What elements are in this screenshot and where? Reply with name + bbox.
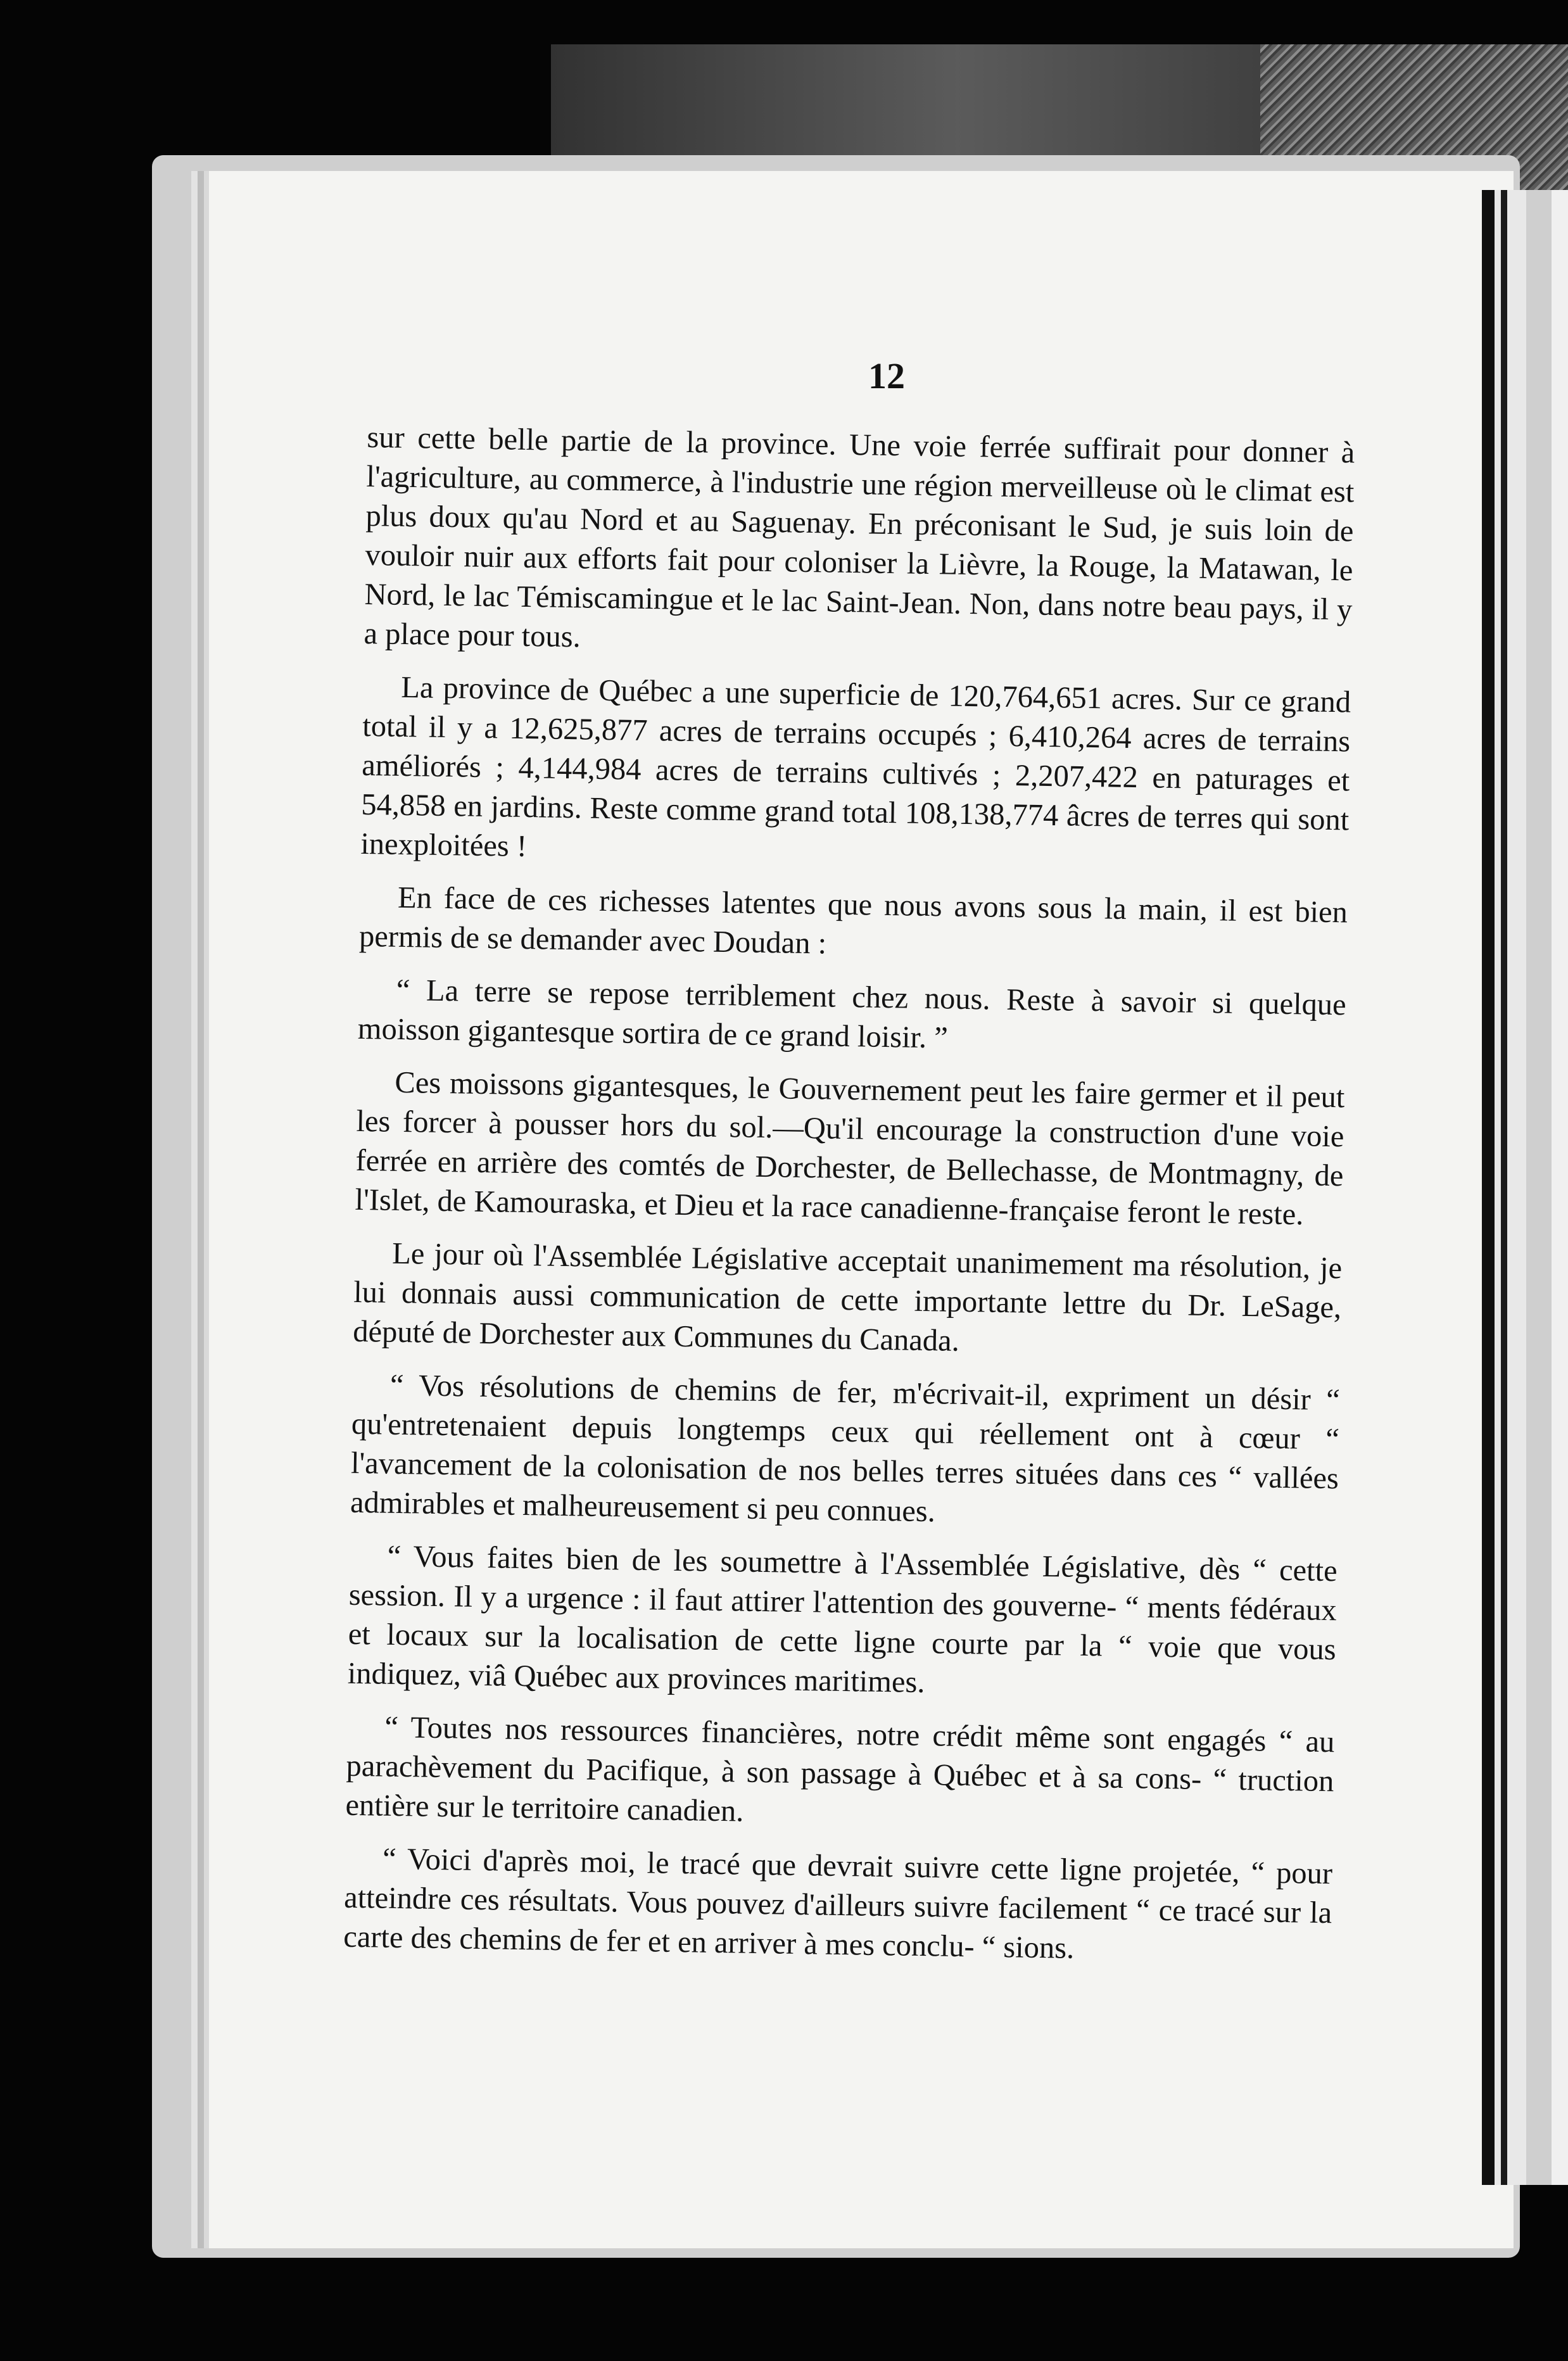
- paragraph: Le jour où l'Assemblée Législative acceptait unanimement ma résolution, je lui donnais aussi communication de cette importante lettre du Dr. LeSage, député de Dorchester aux Communes du Canada.: [352, 1236, 1343, 1358]
- facing-page-edge: [1482, 190, 1568, 2185]
- body-text: [343, 418, 1355, 2004]
- quote-paragraph: “ Toutes nos ressources financières, notre crédit même sont engagés “ au parachèvement du Pacifique, à son passage à Québec et à sa cons- “ truction entière sur le territoire canadien.: [345, 1710, 1335, 1828]
- paragraph: La province de Québec a une superficie de 120,764,651 acres. Sur ce grand total il y a 12,625,877 acres de terrains occupés ; 6,410,264 acres de terrains améliorés ; 4,144,984 acres de terrains cultivés ; 2,207,422 en paturages et 54,858 en jardins. Reste comme grand total 108,138,774 âcres de terres qui sont inexploitées !: [360, 670, 1351, 864]
- spine-line: [1501, 190, 1507, 2185]
- quote-paragraph: “ Vos résolutions de chemins de fer, m'écrivait-il, expriment un désir “ qu'entretenaient depuis longtemps ceux qui réellement ont à cœur “ l'avancement de la colonisation de nos belles terres situées dans ces “ vallées admirables et malheureusement si peu connues.: [350, 1368, 1341, 1529]
- page-number: 12: [868, 355, 905, 396]
- paragraph: sur cette belle partie de la province. Une voie ferrée suffirait pour donner à l'agriculture, au commerce, à l'industrie une région merveilleuse où le climat est plus doux qu'au Nord et au Saguenay. En préconisant le Sud, je suis loin de vouloir nuir aux efforts fait pour coloniser la Lièvre, la Rouge, la Matawan, le Nord, le lac Témiscamingue et le lac Saint-Jean. Non, dans notre beau pays, il y a place pour tous.: [364, 420, 1355, 654]
- quote-paragraph: “ Vous faites bien de les soumettre à l'Assemblée Législative, dès “ cette session. Il y a urgence : il faut attirer l'attention des gouverne- “ ments fédéraux et locaux sur la localisation de cette ligne courte par la “ voie que vous indiquez, viâ Québec aux provinces maritimes.: [347, 1539, 1338, 1700]
- quote-paragraph: “ La terre se repose terriblement chez nous. Reste à savoir si quelque moisson gigantesque sortira de ce grand loisir. ”: [357, 973, 1347, 1055]
- paragraph: Ces moissons gigantesques, le Gouvernement peut les faire germer et il peut les forcer à pousser hors du sol.—Qu'il encourage la construction d'une voie ferrée en arrière des comtés de Dorchester, de Bellechasse, de Montmagny, de l'Islet, de Kamouraska, et Dieu et la race canadienne-française feront le reste.: [355, 1065, 1345, 1232]
- paragraph: En face de ces richesses latentes que nous avons sous la main, il est bien permis de se demander avec Doudan :: [358, 880, 1348, 961]
- quote-paragraph: “ Voici d'après moi, le tracé que devrait suivre cette ligne projetée, “ pour atteindre ces résultats. Vous pouvez d'ailleurs suivre facilement “ ce tracé sur la carte des chemins de fer et en arriver à mes conclu- “ sions.: [343, 1842, 1333, 1965]
